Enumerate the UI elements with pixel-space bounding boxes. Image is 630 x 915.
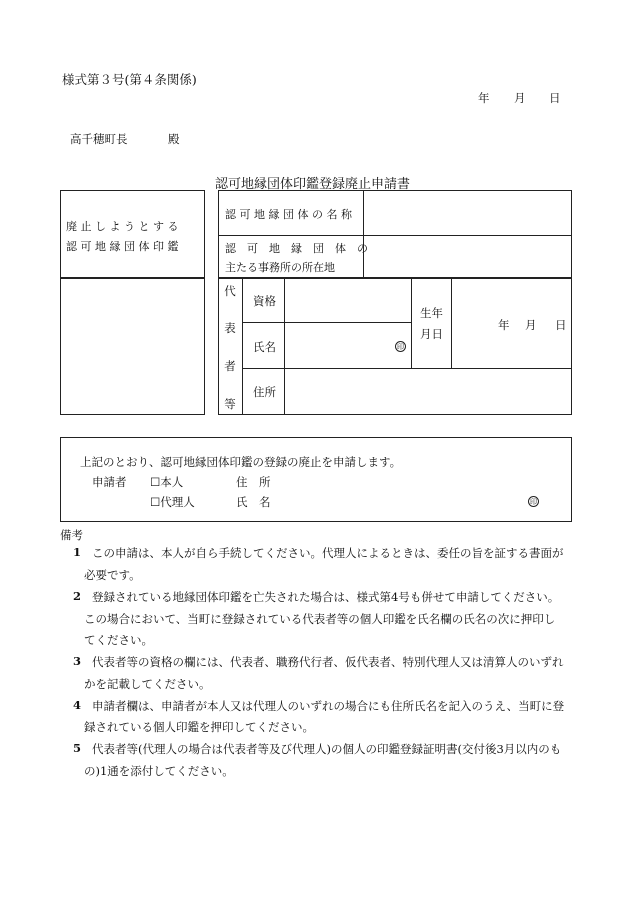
applicant-label: 申請者 xyxy=(92,475,127,489)
org-address-label-line1: 認 可 地 縁 団 体 の xyxy=(225,242,368,255)
note-number: 3 xyxy=(73,654,82,668)
note-number: 1 xyxy=(73,545,82,559)
applicant-name-label: 氏 名 xyxy=(236,495,271,509)
birth-day-label: 日 xyxy=(555,318,567,332)
seal-label-line1: 廃 止 し よ う と す る xyxy=(66,220,179,233)
note-line: 代表者等(代理人の場合は代表者等及び代理人)の個人の印鑑登録証明書(交付後3月以内のも xyxy=(92,742,562,756)
date-month-label: 月 xyxy=(514,91,526,105)
org-name-field[interactable] xyxy=(365,192,570,234)
rep-name-field[interactable] xyxy=(286,324,391,366)
note-line: この申請は、本人が自ら手続してください。代理人によるときは、委任の旨を証する書面が xyxy=(92,546,564,560)
note-line: てください。 xyxy=(84,633,153,647)
qualification-field[interactable] xyxy=(286,280,409,320)
rep-vertical-char-3: 者 xyxy=(224,359,236,373)
rep-seal-mark: 印 xyxy=(397,343,404,351)
notes-title: 備考 xyxy=(60,528,83,542)
note-number: 2 xyxy=(73,589,82,603)
note-line: 録されている個人印鑑を押印してください。 xyxy=(84,720,314,734)
rep-name-label: 氏名 xyxy=(253,340,276,354)
form-number: 様式第３号(第４条関係) xyxy=(62,72,197,87)
note-line: かを記載してください。 xyxy=(84,677,211,691)
birth-month-label: 月 xyxy=(525,318,537,332)
birth-label-line2: 月日 xyxy=(420,327,443,341)
note-number: 4 xyxy=(73,698,82,712)
application-statement: 上記のとおり、認可地縁団体印鑑の登録の廃止を申請します。 xyxy=(80,455,402,469)
page-title: 認可地縁団体印鑑登録廃止申請書 xyxy=(215,177,411,192)
note-line: 必要です。 xyxy=(84,568,141,582)
qualification-label: 資格 xyxy=(253,294,276,308)
rep-vertical-char-2: 表 xyxy=(224,321,236,335)
seal-label-line2: 認 可 地 縁 団 体 印 鑑 xyxy=(66,240,179,253)
rep-address-field[interactable] xyxy=(286,370,570,413)
rep-vertical-char-4: 等 xyxy=(224,397,236,411)
org-address-label-line2: 主たる事務所の所在地 xyxy=(225,261,335,274)
birth-year-label: 年 xyxy=(498,318,510,332)
note-line: この場合において、当町に登録されている代表者等の個人印鑑を氏名欄の氏名の次に押印し xyxy=(84,612,556,626)
addressee-honorific: 殿 xyxy=(168,132,180,146)
note-line: 代表者等の資格の欄には、代表者、職務代行者、仮代表者、特別代理人又は清算人のいずれ xyxy=(92,655,564,669)
birth-label-line1: 生年 xyxy=(420,306,443,320)
applicant-self-checkbox[interactable]: ☐本人 xyxy=(150,475,184,489)
rep-address-label: 住所 xyxy=(253,385,276,399)
note-line: 登録されている地縁団体印鑑を亡失された場合は、様式第4号も併せて申請してください。 xyxy=(92,590,560,604)
date-day-label: 日 xyxy=(549,91,561,105)
addressee-name: 高千穂町長 xyxy=(70,132,128,146)
date-year-label: 年 xyxy=(478,91,490,105)
applicant-address-label: 住 所 xyxy=(236,475,271,489)
seal-impression-box[interactable] xyxy=(60,278,205,415)
note-number: 5 xyxy=(73,741,82,755)
org-name-label: 認 可 地 縁 団 体 の 名 称 xyxy=(225,208,352,221)
note-line: の)1通を添付してください。 xyxy=(84,764,234,778)
org-address-field[interactable] xyxy=(365,237,570,277)
applicant-agent-checkbox[interactable]: ☐代理人 xyxy=(150,495,195,509)
rep-vertical-char-1: 代 xyxy=(224,284,236,298)
seal-label-box xyxy=(60,190,205,278)
applicant-seal-mark: 印 xyxy=(530,498,537,506)
applicant-address-field[interactable] xyxy=(280,472,560,488)
applicant-name-field[interactable] xyxy=(280,492,525,508)
note-line: 申請者欄は、申請者が本人又は代理人のいずれの場合にも住所氏名を記入のうえ、当町に登 xyxy=(92,699,565,713)
